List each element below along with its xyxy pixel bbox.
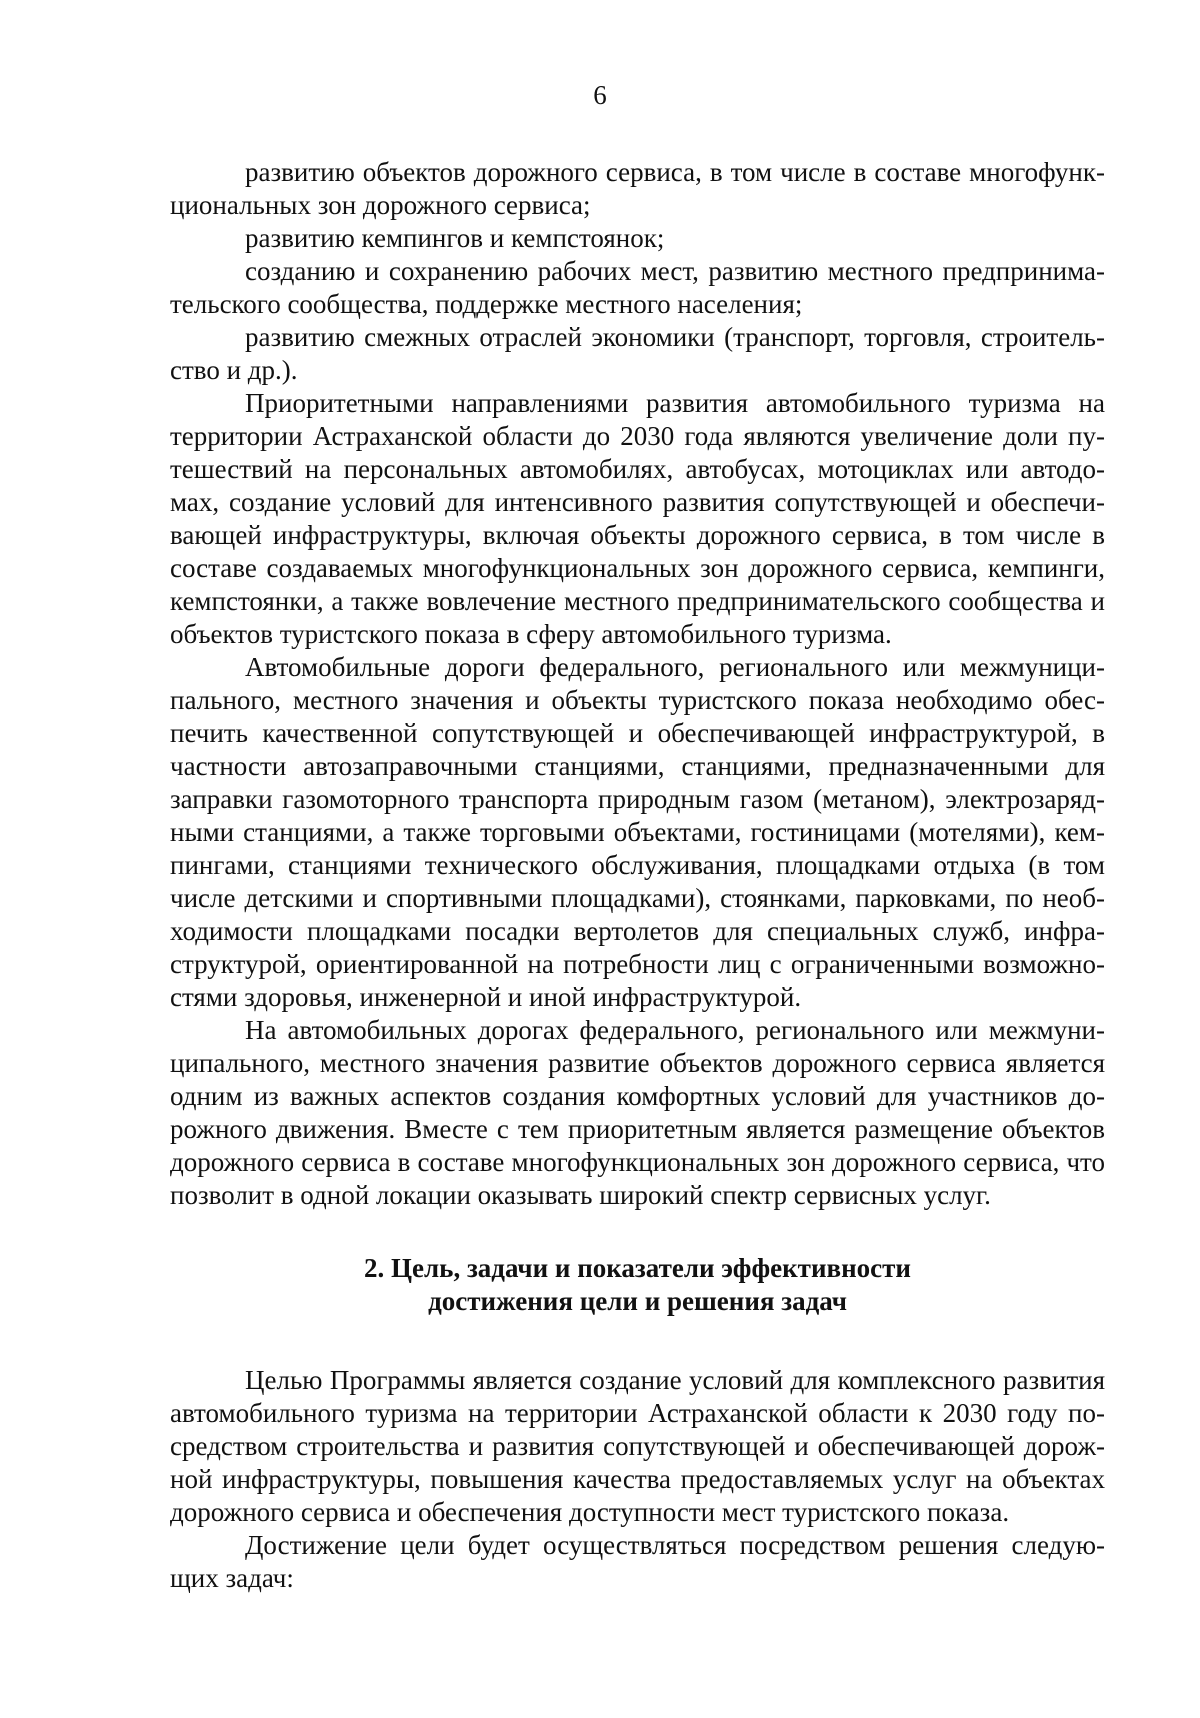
- paragraph-program-goal: Целью Программы является создание условий для комплексного развития автомобильного туризма на территории Астраханской области к 2030 году посредством строительства и развития сопутствующей и обеспечивающей дорожной инфраструктуры, повышения качества предоставляемых услуг на объектах дорожного сервиса и обеспечения доступности мест туристского показа.: [170, 1365, 1105, 1527]
- page-number: 6: [593, 80, 607, 110]
- document-body: [170, 156, 1105, 1595]
- section-heading: [170, 1252, 1105, 1318]
- paragraph-related-industries: развитию смежных отраслей экономики (транспорт, торговля, строительство и др.).: [170, 322, 1105, 385]
- section-heading-line-2: достижения цели и решения задач: [428, 1286, 847, 1316]
- paragraph-roads-infrastructure: Автомобильные дороги федерального, регионального или межмуниципального, местного значения и объекты туристского показа необходимо обеспечить качественной сопутствующей и обеспечивающей инфраструктурой, в частности автозаправочными станциями, станциями, предназначенными для заправки газомоторного транспорта природным газом (метаном), электрозарядными станциями, а также торговыми объектами, гостиницами (мотелями), кемпингами, станциями технического обслуживания, площадками отдыха (в том числе детскими и спортивными площадками), стоянками, парковками, по необходимости площадками посадки вертолетов для специальных служб, инфраструктурой, ориентированной на потребности лиц с ограниченными возможностями здоровья, инженерной и иной инфраструктурой.: [170, 652, 1105, 1012]
- paragraph-goal-achievement: Достижение цели будет осуществляться посредством решения следующих задач:: [170, 1530, 1105, 1593]
- paragraph-priority-directions: Приоритетными направлениями развития автомобильного туризма на территории Астраханской области до 2030 года являются увеличение доли путешествий на персональных автомобилях, автобусах, мотоциклах или автодомах, создание условий для интенсивного развития сопутствующей и обеспечивающей инфраструктуры, включая объекты дорожного сервиса, в том числе в составе создаваемых многофункциональных зон дорожного сервиса, кемпинги, кемпстоянки, а также вовлечение местного предпринимательского сообщества и объектов туристского показа в сферу автомобильного туризма.: [170, 388, 1105, 649]
- paragraph-jobs: созданию и сохранению рабочих мест, развитию местного предпринимательского сообщества, поддержке местного населения;: [170, 256, 1105, 319]
- paragraph-road-service-development: На автомобильных дорогах федерального, регионального или межмуниципального, местного значения развитие объектов дорожного сервиса является одним из важных аспектов создания комфортных условий для участников дорожного движения. Вместе с тем приоритетным является размещение объектов дорожного сервиса в составе многофункциональных зон дорожного сервиса, что позволит в одной локации оказывать широкий спектр сервисных услуг.: [170, 1015, 1105, 1210]
- paragraph-road-service: развитию объектов дорожного сервиса, в том числе в составе многофункциональных зон дорожного сервиса;: [170, 157, 1105, 220]
- paragraph-campings: развитию кемпингов и кемпстоянок;: [245, 223, 665, 253]
- section-heading-line-1: 2. Цель, задачи и показатели эффективности: [364, 1253, 911, 1283]
